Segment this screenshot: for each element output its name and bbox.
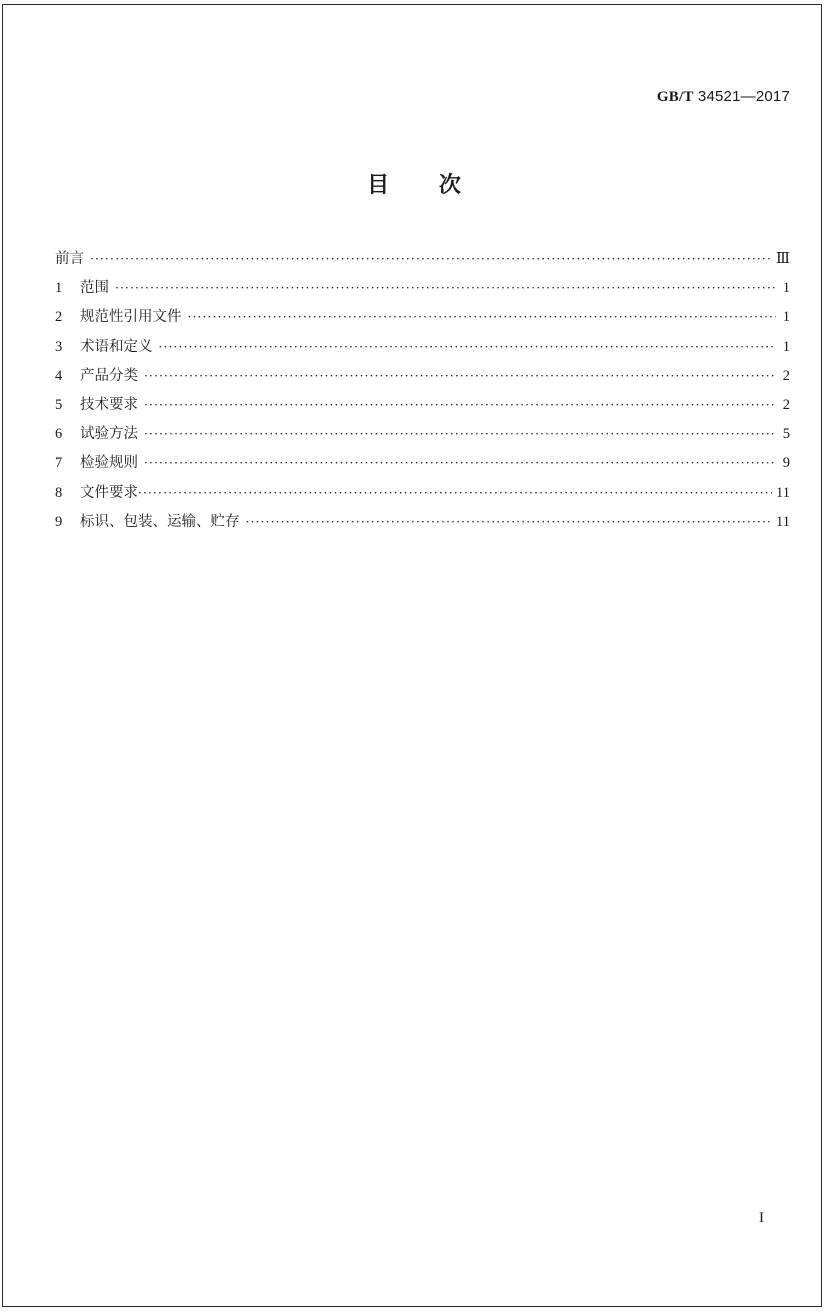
toc-entry-marking-packaging[interactable] xyxy=(55,510,790,539)
toc-dot-leader xyxy=(138,486,772,500)
toc-entry-page: Ⅲ xyxy=(776,251,790,267)
toc-entry-number: 9 xyxy=(55,513,63,530)
toc-entry-label: 前言 xyxy=(55,251,84,267)
table-of-contents xyxy=(55,247,790,539)
toc-entry-normative-references[interactable] xyxy=(55,305,790,334)
standard-number-value: 34521—2017 xyxy=(697,88,790,105)
toc-entry-label: 规范性引用文件 xyxy=(80,309,182,326)
toc-dot-leader xyxy=(115,281,776,295)
toc-entry-label: 范围 xyxy=(80,280,109,297)
toc-entry-classification[interactable] xyxy=(55,364,790,393)
page-number: I xyxy=(759,1210,764,1226)
toc-entry-page: 2 xyxy=(782,367,790,384)
toc-entry-label: 检验规则 xyxy=(80,455,138,472)
standard-code: GB/T xyxy=(656,89,694,105)
toc-dot-leader xyxy=(159,340,777,354)
toc-entry-number: 1 xyxy=(55,280,63,297)
toc-entry-number: 6 xyxy=(55,426,63,443)
toc-entry-label: 标识、包装、运输、贮存 xyxy=(80,513,240,530)
standard-number xyxy=(657,88,790,106)
toc-entry-page: 5 xyxy=(782,426,790,443)
toc-entry-label: 技术要求 xyxy=(80,396,138,413)
toc-dot-leader xyxy=(246,515,773,529)
toc-entry-page: 1 xyxy=(782,338,790,355)
toc-entry-number: 4 xyxy=(55,367,63,384)
toc-entry-document-requirements[interactable] xyxy=(55,481,790,510)
toc-dot-leader xyxy=(188,310,777,324)
toc-entry-number: 3 xyxy=(55,338,63,355)
toc-entry-number: 5 xyxy=(55,396,63,413)
page-frame xyxy=(2,4,822,1307)
toc-dot-leader xyxy=(144,398,776,412)
toc-entry-page: 11 xyxy=(776,513,790,530)
toc-dot-leader xyxy=(90,252,772,266)
toc-entry-label: 试验方法 xyxy=(80,426,138,443)
toc-entry-label: 产品分类 xyxy=(80,367,138,384)
toc-entry-page: 2 xyxy=(782,396,790,413)
toc-entry-page: 1 xyxy=(782,280,790,297)
toc-entry-page: 9 xyxy=(782,455,790,472)
toc-entry-label: 术语和定义 xyxy=(80,338,153,355)
toc-entry-page: 1 xyxy=(782,309,790,326)
toc-entry-number: 7 xyxy=(55,455,63,472)
toc-entry-scope[interactable] xyxy=(55,276,790,305)
toc-dot-leader xyxy=(144,369,776,383)
toc-entry-label: 文件要求 xyxy=(80,484,138,501)
toc-entry-number: 8 xyxy=(55,484,63,501)
toc-entry-test-methods[interactable] xyxy=(55,422,790,451)
toc-entry-inspection-rules[interactable] xyxy=(55,451,790,480)
page-title: 目 次 xyxy=(367,173,461,198)
toc-entry-terms-definitions[interactable] xyxy=(55,335,790,364)
toc-entry-page: 11 xyxy=(776,484,790,501)
toc-dot-leader xyxy=(144,456,776,470)
toc-entry-number: 2 xyxy=(55,309,63,326)
toc-entry-technical-requirements[interactable] xyxy=(55,393,790,422)
toc-entry-foreword[interactable] xyxy=(55,247,790,276)
toc-dot-leader xyxy=(144,427,776,441)
